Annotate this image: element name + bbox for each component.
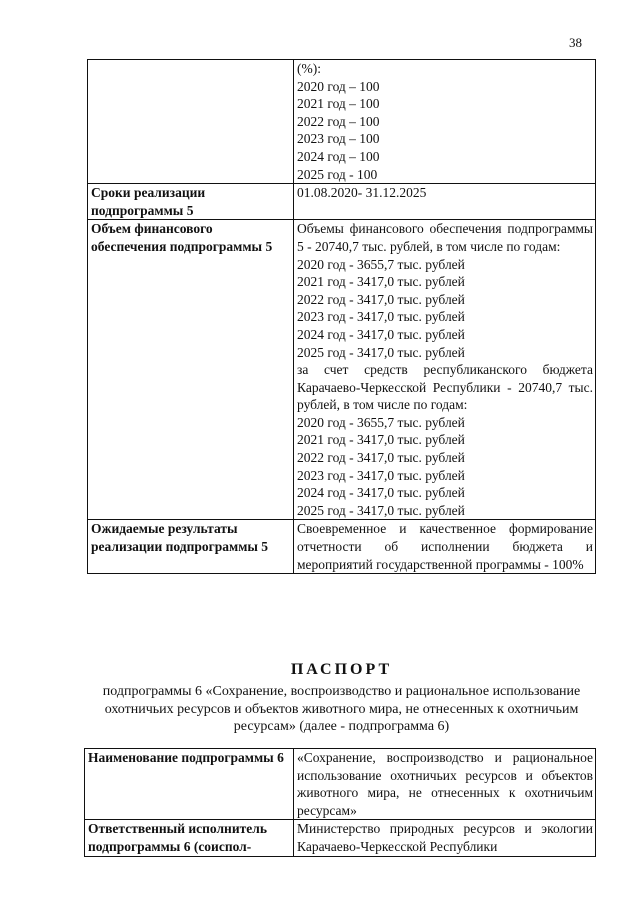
funding-intro: Объемы финансового обеспечения подпрограммы 5 - 20740,7 тыс. рублей, в том числе по годам: — [297, 221, 593, 254]
funding-year-line: 2022 год - 3417,0 тыс. рублей — [297, 450, 465, 466]
subprogram-6-table — [84, 748, 596, 857]
passport-title: ПАСПОРТ — [290, 661, 393, 678]
value-cell: «Сохранение, воспроизводство и рациональное использование охотничьих ресурсов и объектов животного мира, не отнесенных к охотничьим ресурсам» — [294, 749, 596, 820]
table-row — [88, 184, 596, 220]
text-line: 2024 год – 100 — [297, 148, 380, 164]
value-cell — [294, 220, 596, 520]
funding-year-line: 2025 год - 3417,0 тыс. рублей — [297, 344, 465, 360]
empty-label-cell — [88, 60, 294, 184]
funding-year-line: 2020 год - 3655,7 тыс. рублей — [297, 414, 465, 430]
value-cell: Министерство природных ресурсов и экологии Карачаево-Черкесской Республики — [294, 820, 596, 856]
text-line: (%): — [297, 61, 321, 76]
funding-year-line: 2023 год - 3417,0 тыс. рублей — [297, 467, 465, 483]
text-line: 2021 год – 100 — [297, 96, 380, 112]
label-cell: Наименование подпрограммы 6 — [85, 749, 294, 820]
label-cell: Объем финансового обеспечения подпрограммы 5 — [88, 220, 294, 520]
value-cell: 01.08.2020- 31.12.2025 — [294, 184, 596, 220]
text-line: 2020 год – 100 — [297, 78, 380, 94]
text-line: 2023 год – 100 — [297, 131, 380, 147]
table-row — [88, 520, 596, 574]
value-cell: Своевременное и качественное формирование отчетности об исполнении бюджета и мероприятий государственной программы - 100% — [294, 520, 596, 574]
table-row — [85, 820, 596, 856]
funding-year-line: 2023 год - 3417,0 тыс. рублей — [297, 309, 465, 325]
label-cell: Ожидаемые результаты реализации подпрограммы 5 — [88, 520, 294, 574]
funding-year-line: 2022 год - 3417,0 тыс. рублей — [297, 291, 465, 307]
table-row — [88, 60, 596, 184]
funding-year-line: 2020 год - 3655,7 тыс. рублей — [297, 256, 465, 272]
page-number: 38 — [569, 35, 582, 50]
funding-year-line: 2024 год - 3417,0 тыс. рублей — [297, 485, 465, 501]
funding-year-line: 2024 год - 3417,0 тыс. рублей — [297, 326, 465, 342]
funding-year-line: 2025 год - 3417,0 тыс. рублей — [297, 502, 465, 518]
table-row — [88, 220, 596, 520]
label-cell: Сроки реализации подпрограммы 5 — [88, 184, 294, 220]
passport-subtitle: подпрограммы 6 «Сохранение, воспроизводство и рациональное использование охотничьих ресурсов и объектов животного мира, не отнесенных к охотничьим ресурсам» (далее - подпрограмма 6) — [102, 684, 581, 734]
text-line: 2025 год - 100 — [297, 166, 378, 182]
label-cell: Ответственный исполнитель подпрограммы 6 (соиспол- — [85, 820, 294, 856]
funding-year-line: 2021 год - 3417,0 тыс. рублей — [297, 274, 465, 290]
subprogram-5-table — [87, 59, 596, 574]
table-row — [85, 749, 596, 820]
funding-year-line: 2021 год - 3417,0 тыс. рублей — [297, 432, 465, 448]
value-cell — [294, 60, 596, 184]
text-line: 2022 год – 100 — [297, 113, 380, 129]
funding-budget-text: за счет средств республиканского бюджета Карачаево-Черкесской Республики - 20740,7 тыс. рублей, в том числе по годам: — [297, 362, 593, 413]
